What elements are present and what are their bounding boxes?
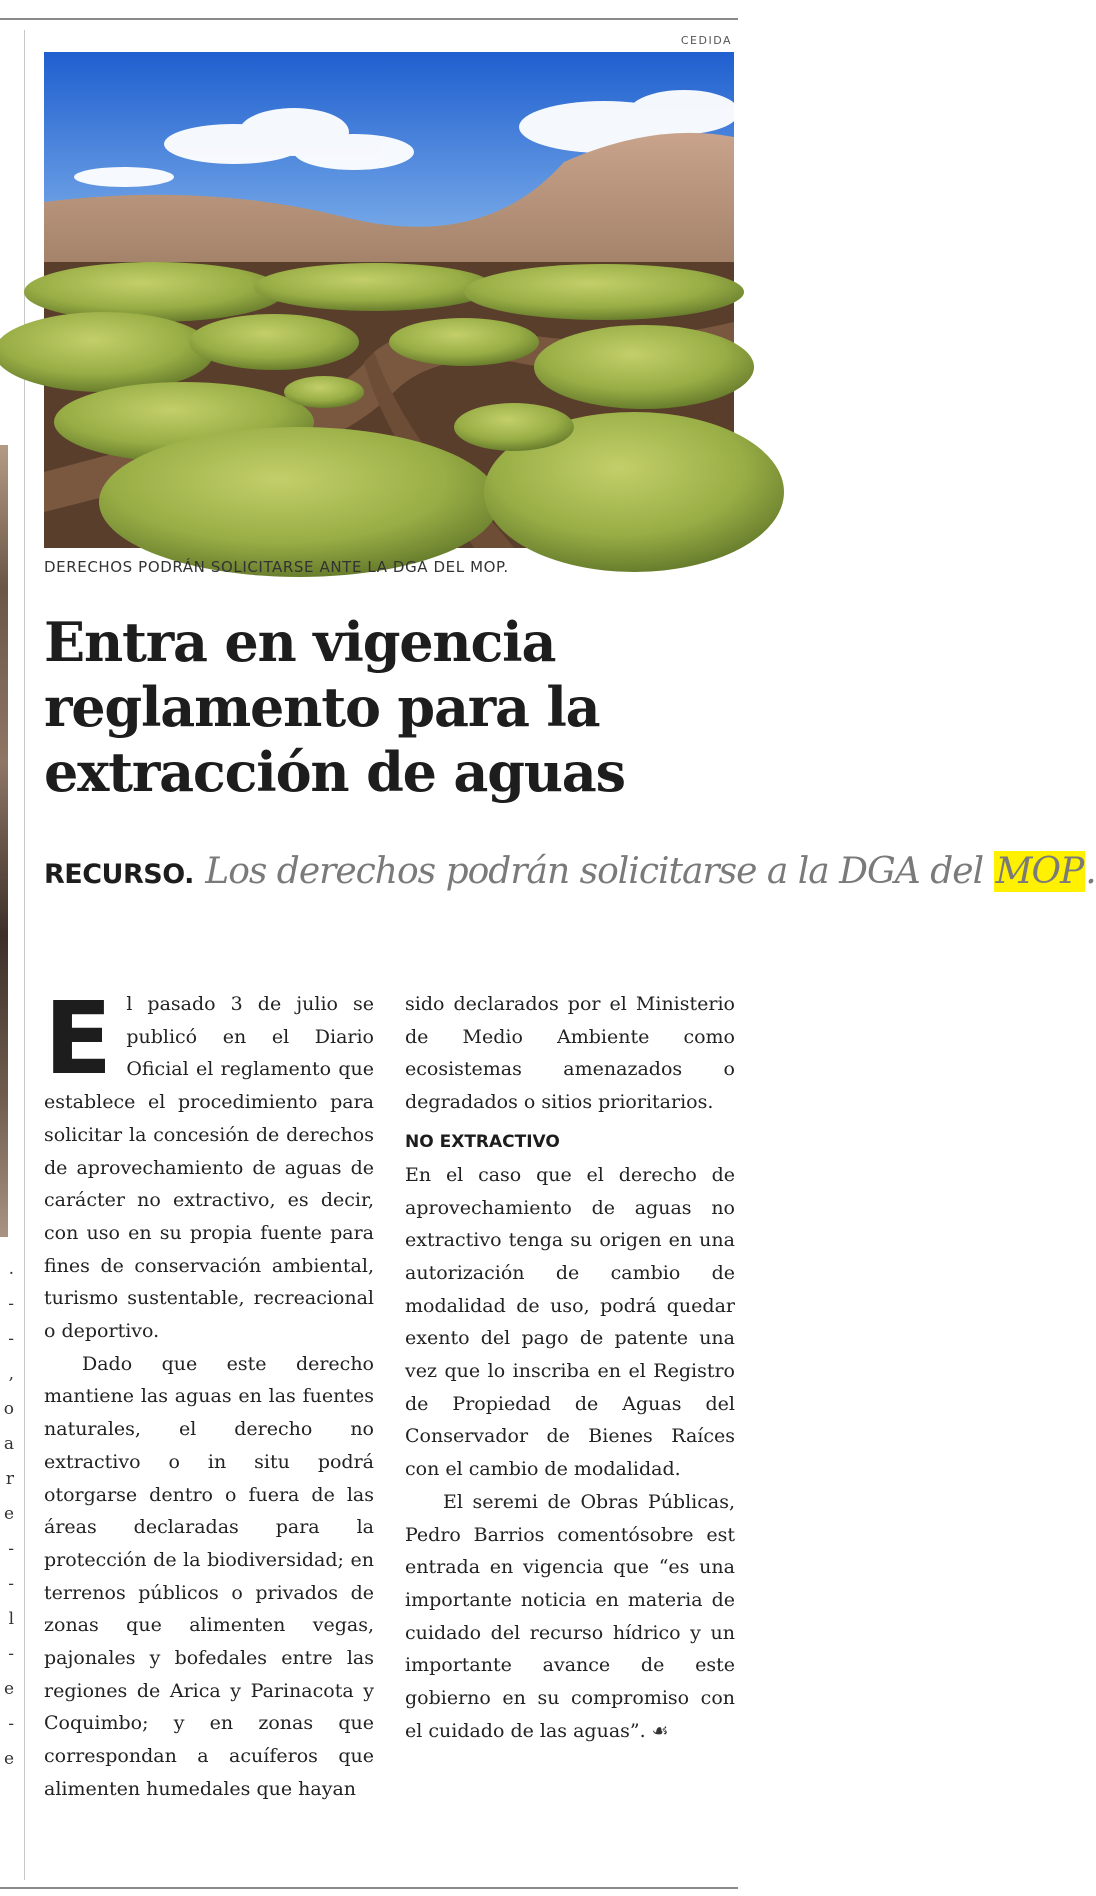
adjacent-article-photo-edge xyxy=(0,445,8,1237)
paragraph xyxy=(44,980,374,1348)
headline-line: extracción de aguas xyxy=(44,740,625,804)
fragment: - xyxy=(8,1644,14,1664)
summary xyxy=(205,851,1095,892)
paragraph-text: l pasado 3 de julio se publicó en el Diario Oficial el reglamento que establece el procedimiento para solicitar la concesión de derechos de aprovechamiento de aguas de carácter no extractivo, es decir, con uso en su propia fuente para fines de conservación ambiental, turismo sustentable, recreacional o deportivo. xyxy=(44,993,374,1343)
summary-highlight: MOP xyxy=(995,851,1084,892)
summary-text: Los derechos podrán solicitarse a la DGA del xyxy=(205,851,984,892)
fragment: r xyxy=(5,1469,14,1489)
fragment: - xyxy=(8,1539,14,1559)
headline-line: Entra en vigencia xyxy=(44,610,556,674)
fragment: - xyxy=(8,1574,14,1594)
fragment: . xyxy=(8,1259,14,1279)
fragment: l xyxy=(8,1609,14,1629)
article-photo xyxy=(44,52,734,548)
deck xyxy=(44,848,1096,898)
fragment: e xyxy=(3,1679,14,1699)
fragment: o xyxy=(3,1399,14,1419)
photo-credit: CEDIDA xyxy=(680,34,732,47)
drop-cap: E xyxy=(44,980,113,1097)
body-column-1 xyxy=(44,980,374,1806)
paragraph xyxy=(405,1486,735,1748)
bofedal-landscape-illustration xyxy=(44,52,734,548)
fragment: - xyxy=(8,1329,14,1349)
headline xyxy=(44,610,734,805)
paragraph: Dado que este derecho mantiene las aguas en las fuentes naturales, el derecho no extractivo o in situ podrá otorgarse dentro o fuera de las áreas declaradas para la protección de la biodiversidad; en terrenos públicos o privados de zonas que alimenten vegas, pajonales y bofedales entre las regiones de Arica y Parinacota y Coquimbo; y en zonas que correspondan a acuíferos que alimenten humedales que hayan xyxy=(44,1352,374,1800)
paragraph-text: El seremi de Obras Públicas, Pedro Barrios comentósobre est entrada en vigencia que “es una importante noticia en materia de cuidado del recurso hídrico y un importante avance de este gobierno en su compromiso con el cuidado de las aguas”. xyxy=(405,1490,735,1742)
subhead: NO EXTRACTIVO xyxy=(405,1131,560,1152)
fragment: - xyxy=(8,1294,14,1314)
paragraph: En el caso que el derecho de aprovechamiento de aguas no extractivo tenga su origen en una autorización de cambio de modalidad de uso, podrá quedar exento del pago de patente una vez que lo inscriba en el Registro de Propiedad de Aguas del Conservador de Bienes Raíces con el cambio de modalidad. xyxy=(405,1163,735,1481)
paragraph: sido declarados por el Ministerio de Medio Ambiente como ecosistemas amenazados o degradados o sitios prioritarios. xyxy=(405,993,735,1114)
top-rule xyxy=(0,18,738,20)
adjacent-article-text-fragments xyxy=(0,1252,14,1777)
summary-end: . xyxy=(1085,851,1096,892)
fragment: e xyxy=(3,1504,14,1524)
body-column-2 xyxy=(405,988,735,1747)
fragment: e xyxy=(3,1749,14,1769)
kicker: RECURSO. xyxy=(44,859,194,890)
fragment: , xyxy=(8,1364,14,1384)
photo-caption: DERECHOS PODRÁN SOLICITARSE ANTE LA DGA DEL MOP. xyxy=(44,558,509,576)
headline-line: reglamento para la xyxy=(44,675,600,739)
fragment: - xyxy=(8,1714,14,1734)
bottom-rule xyxy=(0,1887,738,1889)
fragment: a xyxy=(3,1434,14,1454)
column-divider xyxy=(24,30,25,1880)
end-of-article-icon: ☙ xyxy=(651,1719,669,1742)
